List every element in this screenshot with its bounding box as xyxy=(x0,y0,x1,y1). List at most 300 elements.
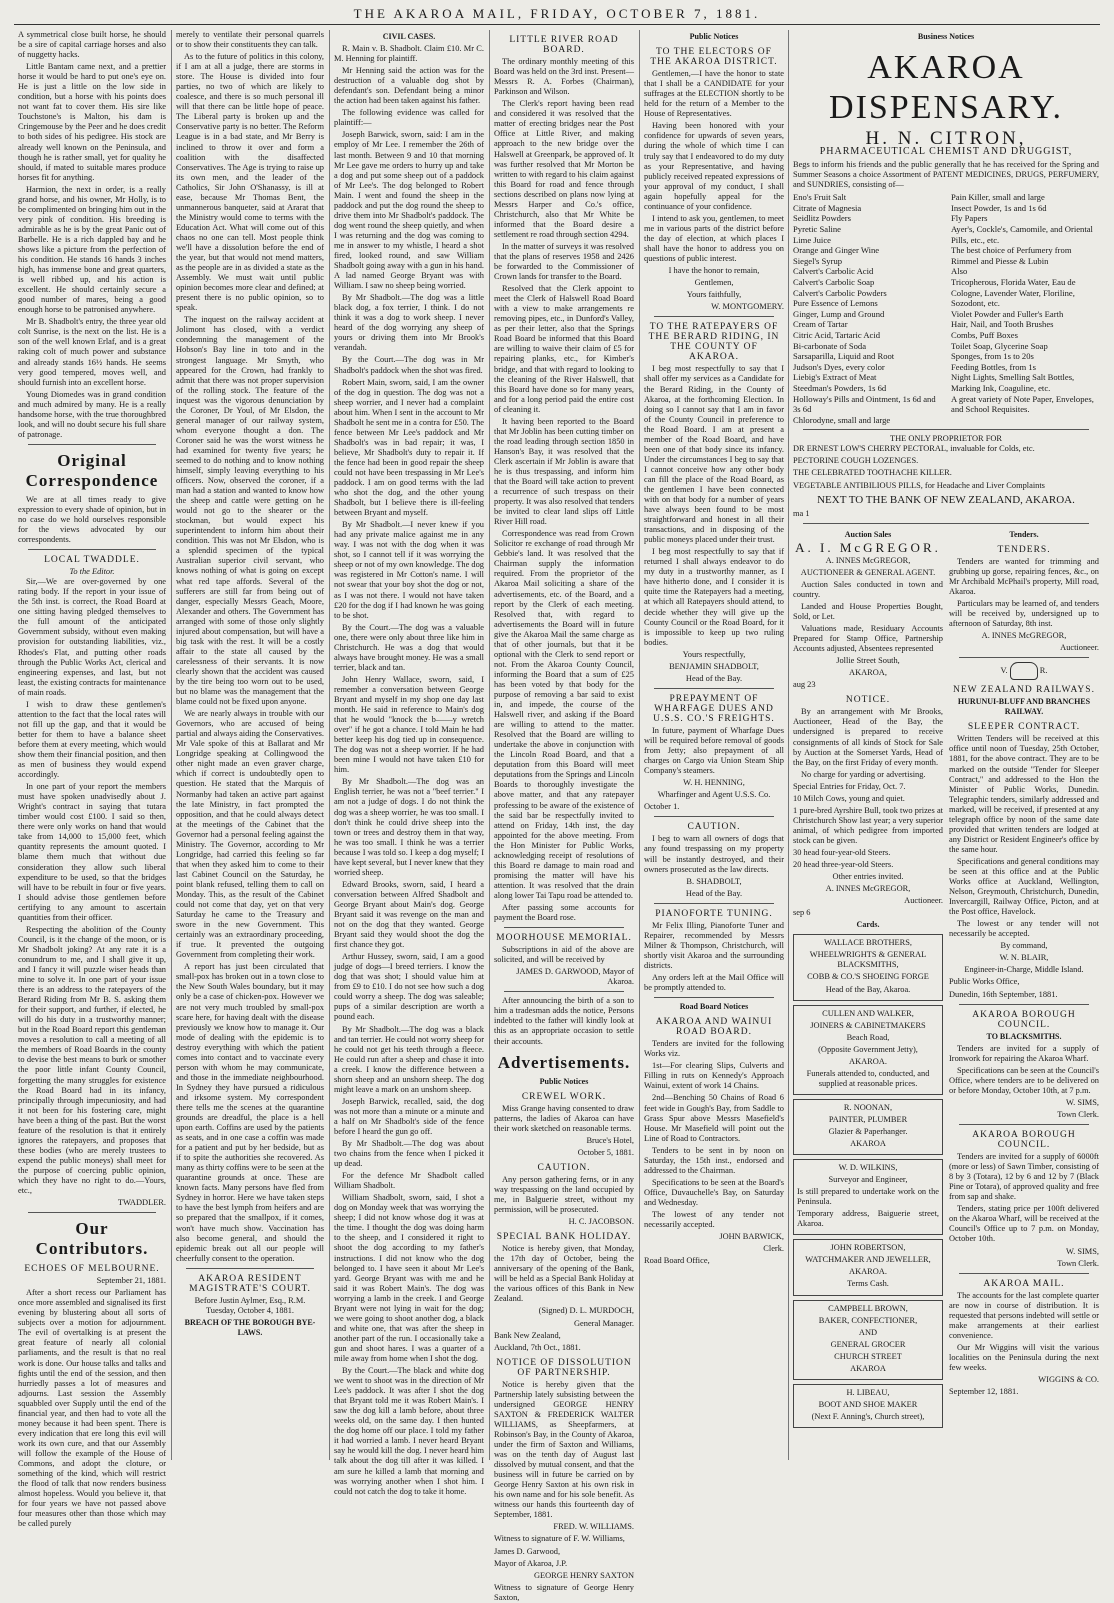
card-text: (Opposite Government Jetty), xyxy=(818,1044,918,1054)
ad-text: In future, payment of Wharfage Dues will be required before removal of goods from Jetty; also prepayment of all charges on Cargo via Union Steam Ship Company's steamers. xyxy=(644,726,784,776)
column-5 xyxy=(644,30,784,1460)
product-item: Toilet Soap, Glycerine Soap xyxy=(951,340,1048,351)
ad-heading: NEXT TO THE BANK OF NEW ZEALAND, AKAROA. xyxy=(817,493,1075,506)
ad-code: sep 6 xyxy=(793,908,811,918)
article-text: It having been reported to the Board that Mr Joblin has been cutting timber on the road leading through section 1850 in Hanson's Bay, it was resolved that the Clerk ascertain if Mr Joblin is aware that he is thus trespassing, and inform him that the Board will take action to prevent a recurrence of such trespass on their property. It was also resolved that tenders be invited to clear land slips off Little River Hill road. xyxy=(494,416,634,527)
divider xyxy=(803,523,1089,524)
ad-text: DR ERNEST LOW'S CHERRY PECTORAL, invaluable for Colds, etc. xyxy=(793,444,1035,454)
ad-text: I beg to warn all owners of dogs that any found trespassing on my property will be instantly destroyed, and their owners prosecuted as the law directs. xyxy=(644,834,784,874)
signature: W. N. BLAIR, xyxy=(999,953,1049,963)
ad-text: 1 pure-bred Ayrshire Bull, took two prizes at Christchurch Show last year; a very superior animal, of which pedigree from imported stock can be given. xyxy=(793,805,943,845)
signature: Mayor of Akaroa, J.P. xyxy=(494,1558,568,1568)
ad-heading: AKAROA BOROUGH COUNCIL. xyxy=(972,1130,1076,1151)
ad-code: ma 1 xyxy=(793,508,810,518)
category-label: Road Board Notices xyxy=(679,1002,749,1012)
card-text: WATCHMAKER AND JEWELLER, xyxy=(805,1255,931,1265)
product-item: Hair, Nail, and Tooth Brushes xyxy=(951,319,1054,330)
card-libeau xyxy=(793,1384,943,1428)
signature: Yours faithfully, xyxy=(686,290,742,300)
category-label: Tenders. xyxy=(1009,529,1039,539)
article-subheading: Tuesday, October 4, 1881. xyxy=(205,1305,294,1315)
article-text: The inquest on the railway accident at Jolimont has closed, with a verdict condemning the management of the Hobson's Bay line in toto and in the strongest language. Mr Smyth, who appeared for the Crown, had frankly to admit that there was not proper supervision of the rolling stock. The feature of the inquest was the vigorous denunciation by the Coroner, Dr Youl, of Mr Elsdon, the general manager of our railway system, whom everyone thought a don. The Coroner said he was the worst witness he had examined for twenty five years; he seemed to do nothing and to know nothing himself, simply leaving everything to his officers. Now, observed the coroner, if a man had a station and wanted to know how the sheep and cattle were getting on he would not go to the shearer or the stockman, but would expect his superintendent to inform him about their condition. This was not Mr Elsdon, who is a splendid specimen of the typical Australian superior civil servant, who knows nothing of what is going on except what red tape affords. Several of the sufferers are still far from being out of danger, especially Messrs Geach, Moore, Alexander and others. The Government has arranged with some of those only slightly injured about compensation, but will have a big task with the rest. It will be a costly affair to the state all caused by the carelessness of their servants. It is now clearly shown that the accident was caused by the tire being too worn out to be used, but no blame was the management that the blame could not be fixed upon anyone. xyxy=(176,315,324,707)
article-text: Resolved that the Clerk appoint to meet the Clerk of Halswell Road Board with a view to make arrangements re removing pipes, etc., in Dunford's Valley, as per their letter, also that the Springs Road Board be informed that this Board are willing to waive their claim of £5 for repairing planks, etc., for Kimber's bridge, and that with regard to looking to the cleaning of the River Halswell, that this Board have done so for many years, and for a long period paid the entire cost of cleaning it. xyxy=(494,284,634,414)
ad-text: Written Tenders will be received at this office until noon of Tuesday, 25th October, 1881, for the above contract. They are to be marked on the outside "Tender for Sleeper Contract," and addressed to the Hon the Minister of Public Works, Dunedin. Telegraphic tenders, similarly addressed and marked, will be received, if presented at any telegraph office by noon of the same date provided that written tenders are lodged at any District or Resident Engineer's office by the same hour. xyxy=(949,734,1099,854)
article-text: Robert Main, sworn, said, I am the owner of the dog in question. The dog was not a sheep worrier, and I never had a complaint about him. When I sent in the account to Mr Shadbolt he sent me in a contra for £50. The fence between Mr Lee's paddock and Mr Shadbolt's was in bad repair; it was, I believe, Mr Shadbolt's duty to repair it. If the fence had been in good repair the sheep could not have been trespassing in Mr Lee's paddock. I am on good terms with the lad who shot the dog, and the other young Shadbolt, but I believe there is ill-feeling between Bryant and myself. xyxy=(334,377,484,518)
signature: Engineer-in-Charge, Middle Island. xyxy=(964,965,1084,975)
ad-text: Notice is hereby given, that Monday, the 17th day of October, being the anniversary of the opening of the Bank, will be held as a Special Bank Holiday at the various offices of this Bank in New Zealand. xyxy=(494,1244,634,1304)
product-item: Holloway's Pills and Ointment, 1s 6d and 3s 6d xyxy=(793,393,936,415)
article-heading: MOORHOUSE MEMORIAL. xyxy=(496,933,632,944)
article-text: A symmetrical close built horse, he should be a sire of capital carriage horses and also of nuggetty hacks. xyxy=(18,30,166,60)
signature: Clerk. xyxy=(763,1244,784,1254)
article-text: Joseph Barwick, sworn, said: I am in the employ of Mr Lee. I remember the 26th of last month. Between 9 and 10 that morning Mr Lee gave me orders to hurry up and take a dog and put some sheep out of a paddock of Mr Lee's. The dog belonged to Robert Main. I went and found the sheep in the paddock and put the dog round the sheep to drive them into Mr Shadbolt's paddock. The dog went round the sheep quietly, and when I was returning and the dog was coming to me in answer to my whistle, I heard a shot fired, looked round, and saw William Shadbolt going away with a gun in his hand. A lad named George Bryant was with William. I saw no sheep being worried. xyxy=(334,130,484,291)
ad-text: Valuations made, Residuary Accounts Prepared for Stamp Office, Partnership Accounts adjusted, Absentees represented xyxy=(793,624,943,654)
ad-text: AKAROA, xyxy=(849,668,887,678)
column-rule xyxy=(788,30,789,1460)
product-item: Ginger, Lump and Ground xyxy=(793,308,885,319)
card-text: Terms Cash. xyxy=(847,1279,889,1289)
product-item: Liebig's Extract of Meat xyxy=(793,372,877,383)
product-item: Ayer's, Cockle's, Camomile, and Oriental Pills, etc., etc. xyxy=(951,224,1093,245)
ad-text: 2nd—Benching 50 Chains of Road 6 feet wide in Gough's Bay, from Saddle to Grass Spur above Messrs Masefield's House. Mr Masefield will point out the Line of Road to Contractors. xyxy=(644,1093,784,1143)
product-item: Siegel's Syrup xyxy=(793,255,843,266)
product-item: Pyretic Saline xyxy=(793,224,841,235)
ad-text: Specifications and general conditions may be seen at this office and at the Public Works office at Auckland, Wellington, Nelson, Greymouth, Christchurch, Dunedin, Invercargill, Railway Office, Picton, and at the Post office, Havelock. xyxy=(949,856,1099,917)
ad-heading: PREPAYMENT OF WHARFAGE DUES AND U.S.S. CO.'S FREIGHTS. xyxy=(653,693,775,724)
product-item: Fly Papers xyxy=(951,213,988,224)
signature: October 5, 1881. xyxy=(577,1147,634,1157)
ad-heading: NOTICE OF DISSOLUTION OF PARTNERSHIP. xyxy=(496,1357,632,1378)
ad-heading: AKAROA AND WAINUI ROAD BOARD. xyxy=(655,1017,773,1038)
article-text: We are nearly always in trouble with our Governors, who are accused of being partial and always aiding the Conservatives. Mr Vale spoke of this at Ballarat and Mr Longridge speaking at Collingwood the other night made an even graver charge, which if correct is undoubtedly open to question. He stated that the Marquis of Normanby had taken an active part against the late Ministry, in fact prompted the opposition, and that he could always detect at the meetings of the Cabinet that the Governor had a personal feeling against the Ministry. The Governor, according to Mr Longridge, had carried this feeling so far that when they asked him to come to their last Cabinet Council on the Saturday, he point blank refused, telling them to call on Monday. This, as the result of the Cabinet could not come that day, yet on that very Saturday he came to the Treasury and swore in the new Government. This certainly was an extraordinary proceeding, if true. It prevented the outgoing Government from completing their work. xyxy=(176,709,324,960)
product-item: Eno's Fruit Salt xyxy=(793,192,847,203)
section-heading: Original Correspondence xyxy=(25,450,159,490)
ad-text: 30 head four-year-old Steers. xyxy=(793,847,891,857)
card-text: Beach Road, xyxy=(846,1032,890,1042)
product-item: Cream of Tartar xyxy=(793,319,848,330)
product-item: Night Lights, Smelling Salt Bottles, Marking Ink, Coaguline, etc. xyxy=(951,372,1075,393)
card-text: AKAROA. xyxy=(849,1267,887,1277)
divider xyxy=(654,816,774,817)
ad-text: Any person gathering ferns, or in any way trespassing on the land occupied by me, in Balguerie street, without my permission, will be prosecuted. xyxy=(494,1174,634,1215)
article-subheading: Before Justin Aylmer, Esq., R.M. xyxy=(194,1295,306,1305)
product-item: Calvert's Carbolic Powders xyxy=(793,287,887,298)
ad-heading: SPECIAL BANK HOLIDAY. xyxy=(496,1232,632,1243)
ad-heading: CREWEL WORK. xyxy=(521,1091,607,1102)
ad-text: The accounts for the last complete quarter are now in course of distribution. It is requested that persons indebted will settle or make arrangements at their earliest convenience. xyxy=(949,1290,1099,1340)
card-text: (Next F. Anning's, Church street), xyxy=(811,1411,925,1421)
card-text: WALLACE BROTHERS, xyxy=(824,938,912,948)
product-item: Citric Acid, Tartaric Acid xyxy=(793,330,881,340)
article-heading: LOCAL TWADDLE. xyxy=(44,555,140,566)
card-text: Head of the Bay, Akaroa. xyxy=(825,984,911,994)
article-text: As to the future of politics in this colony, if I am at all a judge, there are storms in store. The House is divided into four parties, no two of which are likely to coalesce, and there is so much personal ill will that there can be little hope of peace. The Liberal party is broken up and the Conservative party is no better. The Reform League is in a bad state, and Mr Berry is inclined to throw it over and form a coalition with the disaffected Conservatives. The Age is trying to raise up its own men, and the leader of the Catholics, Sir John O'Shanassy, is ill at ease, because Mr Thomas Bent, the unmannerous banqueter, said at Ararat that the Ministry would come to terms with the Education Act. What will come out of this chaos no one can tell. Most people think we'll have a dissolution before the end of the year, but that would not mend matters, as the people are in as divided a state as the Assembly. We must wait until public opinion becomes more clear and defined; at present there is no public opinion, so to speak. xyxy=(176,52,324,313)
article-text: By Mr Shadbolt.—The dog was an English terrier, he was not a "beef terrier." I am not a judge of dogs. I do not think the dog was a sheep worrier, he was too small. I don't think he could drive sheep into the town or trees and destroy them in that way, he was too small. I think he was a terrier because I was told so. I keep a dog myself; I have kept several, but I never knew that they worried sheep. xyxy=(334,777,484,877)
product-item: Judson's Dyes, every color xyxy=(793,361,885,372)
article-text: The Clerk's report having been read and considered it was resolved that the matter of erecting bridges near the Post Office at Little River, and making approach to the new bridge over the Halswell at Greenpark, be approved of. It was further resolved that Mr Morton be written to with regard to his claim against this Board for road and fence through sections described on plans now lying at Messrs Harper and Co.'s office, Christchurch, also that Mr White be informed that the Board desire a settlement re road through section 4294. xyxy=(494,99,634,239)
signature: Witness to signature of F. W. Williams, xyxy=(494,1534,625,1544)
masthead: THE AKAROA MAIL, FRIDAY, OCTOBER 7, 1881. xyxy=(353,6,761,21)
signature: Head of the Bay. xyxy=(685,888,743,898)
signature: GEORGE HENRY SAXTON xyxy=(533,1570,634,1580)
card-text: AND xyxy=(858,1327,878,1337)
ad-text: I beg most respectfully to say that if returned I shall always endeavor to do my duty in a trustworthy manner, as I have hitherto done, and I consider it is quite time the Ratepayers had a meeting, at which all Ratepayers should attend, to decide whether they will give up the County Council or the Road Board, for it is impossible to keep up two ruling bodies. xyxy=(644,547,784,647)
ad-text: Specifications to be seen at the Board's Office, Duvauchelle's Bay, on Saturday and Wednesday. xyxy=(644,1177,784,1207)
ad-text: Having been honored with your confidence for upwards of seven years, during the whole of which time I can truly say that I endeavored to do my duty as your Representative, and having publicly received repeated expressions of your approval of my conduct, I shall again hopefully appeal for the continuance of your confidence. xyxy=(644,121,784,211)
card-campbell xyxy=(793,1300,943,1380)
signature: TWADDLER. xyxy=(117,1198,166,1208)
article-text: merely to ventilate their personal quarrels or to show their constituents they can talk. xyxy=(176,30,324,50)
column-rule xyxy=(329,30,330,1460)
column-rule xyxy=(171,30,172,1460)
article-text: In the matter of surveys it was resolved that the plans of reserves 1958 and 2426 be forwarded to the Commissioner of Crown lands for transfer to the Board. xyxy=(494,241,634,282)
divider xyxy=(654,688,774,689)
card-text: R. NOONAN, xyxy=(843,1102,893,1112)
article-text: By the Court.—The black and white dog we went to shoot was in the direction of Mr Lee's paddock. It was after I shot the dog that Bryant told me it was Robert Main's. I saw the dog kill a lamb before, about three weeks old, on the same day. I then hunted the dog home off our place. I told my father it had worried a lamb. I never heard Bryant say he would kill the dog. I never heard him talk about the dog till after it was killed. I am sure he killed a lamb that morning and was worrying another when I shot him. I could not catch the dog to take it home. xyxy=(334,1366,484,1496)
ad-text: 1st—For clearing Slips, Culverts and Filling in ruts on Kennedy's Approach Wainui, extent of work 14 Chains. xyxy=(644,1061,784,1091)
product-item: Orange and Ginger Wine xyxy=(793,245,880,256)
article-text: Mr Henning said the action was for the destruction of a valuable dog shot by defendant's son. Defendant being a minor the action had been taken against his father. xyxy=(334,66,484,106)
article-text: Mr B. Shadbolt's entry, the three year old colt Sunrise, is the next on the list. He is a son of the well known Erlaf, and is a great raking colt of much power and substance and already stands 16½ hands. He seems very good tempered, moves well, and should furnish into an excellent horse. xyxy=(18,317,166,387)
signature: Bank New Zealand, xyxy=(494,1330,561,1340)
royal-crest xyxy=(949,662,1099,680)
ad-text: Special Entries for Friday, Oct. 7. xyxy=(793,781,906,791)
signature: W. SIMS, xyxy=(1066,1097,1099,1107)
article-heading: CIVIL CASES. xyxy=(382,32,436,41)
ad-text: Notice is hereby given that the Partnership lately subsisting between the undersigned GEORGE HENRY SAXTON & FREDERICK WALTER WILLIAMS, as Sheepfarmers, at Robinson's Bay, in the County of Akaroa, under the firm of Saxton and Williams, was on the tenth day of August last dissolved by mutual consent, and that the business will in future be carried on by George Henry Saxton at his own risk in his own name and for his sole benefit. As witness our hands this fourteenth day of September, 1881. xyxy=(494,1379,634,1520)
product-item: Seidlitz Powders xyxy=(793,213,852,224)
product-list-left xyxy=(793,192,941,425)
product-item: Insect Powder, 1s and 1s 6d xyxy=(951,202,1047,213)
article-text: Subscriptions in aid of the above are solicited, and will be received by xyxy=(494,945,634,965)
ad-text: The lowest or any tender will not necessarily be accepted. xyxy=(949,919,1099,939)
signature: JOHN BARWICK, xyxy=(719,1232,784,1242)
ad-heading: HURUNUI-BLUFF AND BRANCHES RAILWAY. xyxy=(957,697,1091,717)
signature: Witness to signature of George Henry Saxton, xyxy=(494,1582,634,1602)
left-ads xyxy=(793,528,943,1432)
right-ads xyxy=(949,528,1099,1432)
divider xyxy=(959,657,1089,658)
card-text: Glazier & Paperhanger. xyxy=(828,1126,908,1136)
ad-text: Tenders are invited for a supply of 6000ft (more or less) of Sawn Timber, consisting of 8 by 3 (Totara), 12 by 6 and 12 by 7 (Black Pine or Totara), of approved quality and free from sap and shake. xyxy=(949,1152,1099,1202)
card-text: PAINTER, PLUMBER xyxy=(828,1114,908,1124)
divider xyxy=(504,991,624,992)
card-text: Temporary address, Baiguerie street, Akaroa. xyxy=(797,1209,939,1229)
signature: Wharfinger and Agent U.S.S. Co. xyxy=(657,790,771,800)
card-text: JOHN ROBERTSON, xyxy=(830,1243,906,1253)
product-list xyxy=(793,192,1099,425)
ad-heading: A. I. McGREGOR. xyxy=(795,539,941,555)
category-label: Cards. xyxy=(856,920,880,930)
ad-text: PECTORINE COUGH LOZENGES. xyxy=(793,456,919,466)
ad-text: AUCTIONEER & GENERAL AGENT. xyxy=(800,567,936,577)
card-text: Surveyor and Engineer, xyxy=(828,1175,908,1185)
ad-text: Auction Sales conducted in town and country. xyxy=(793,579,943,599)
divider xyxy=(654,903,774,904)
product-item: Sponges, from 1s to 20s xyxy=(951,351,1034,362)
divider xyxy=(654,316,774,317)
product-item: Combs, Puff Boxes xyxy=(951,330,1018,340)
section-heading: Our Contributors. xyxy=(35,1219,149,1259)
ad-text: Gentlemen,—I have the honor to state that I shall be a CANDIDATE for your suffrages at the ELECTION shortly to be held for the return of a Member to the House of Representatives. xyxy=(644,69,784,119)
card-wallace xyxy=(793,934,943,1000)
category-label: Public Notices xyxy=(539,1076,589,1086)
category-label: Business Notices xyxy=(917,32,975,41)
signature: By command, xyxy=(1000,941,1048,951)
dispensary-owner: H. N. CITRON, xyxy=(865,128,1027,150)
article-heading: LITTLE RIVER ROAD BOARD. xyxy=(509,35,619,56)
article-text: The ordinary monthly meeting of this Board was held on the 3rd inst. Present—Messrs R. A. Forbes (Chairman), Parkinson and Wilson. xyxy=(494,57,634,97)
signature: W. H. HENNING, xyxy=(683,778,745,788)
ad-heading: TO THE ELECTORS OF THE AKAROA DISTRICT. xyxy=(650,47,778,68)
article-heading: ECHOES OF MELBOURNE. xyxy=(24,1264,160,1275)
article-text: Joseph Barwick, recalled, said, the dog was not more than a minute or a minute and a half on Mr Shadbolt's side of the fence before I heard the gun go off. xyxy=(334,1096,484,1136)
ad-text: I intend to ask you, gentlemen, to meet me in various parts of the district before the day of election, at which places I shall have the honor to address you on questions of public interest. xyxy=(644,213,784,263)
article-text: After a short recess our Parliament has once more assembled and signalised its first evening by blustering about all sorts of subjects over a motion for adjournment. The evil of overtalking is at present the great feature of nearly all colonial parliaments, and the result is that no real work is done. Our house talks and talks and fights until the end of the session, and then hurriedly passes a lot of measures and adjourns. Last session the Assembly squabbled over Supply until the end of the financial year, and then had to vote all the money because it had been spent. There is every indication that ere long this evil will work its own cure, and that our Assembly will follow the example of the House of Commons, and adopt the cloture, or something of the kind, which will restrict the flood of talk that now renders business almost hopeless. Would you believe it, that for four years we have not passed above four measures other than those which may be called purely xyxy=(18,1288,166,1529)
signature: Road Board Office, xyxy=(644,1256,710,1266)
card-text: JOINERS & CABINETMAKERS xyxy=(810,1020,926,1030)
signature: A. INNES McGREGOR, xyxy=(825,884,911,894)
ad-heading: THE ONLY PROPRIETOR FOR xyxy=(889,434,1002,444)
card-text: Funerals attended to, conducted, and supplied at reasonable prices. xyxy=(806,1068,930,1088)
article-text: By Mr Shadbolt.—The dog was a little black dog, a fox terrier, I think. I do not think it was a dog to work sheep. I never heard of the dog worrying any sheep of yours or driving them into Mr Brook's verandah. xyxy=(334,293,484,353)
product-item: Chlorodyne, small and large xyxy=(793,414,891,425)
article-text: John Henry Wallace, sworn, said, I remember a conversation between George Bryant and myself in my shop one day last month. He said in reference to Main's dog that he would "knock the b——y wretch over" if he got a chance. I told Main he had better keep his dog tied up in consequence. The dog was not a sheep worrier. If he had been mine I would not have taken £10 for him. xyxy=(334,674,484,775)
ad-heading: TO BLACKSMITHS. xyxy=(986,1031,1062,1041)
ad-text: Begs to inform his friends and the public generally that he has received for the Spring and Summer Seasons a choice Assortment of PATENT MEDICINES, DRUGS, PERFUMERY, and SUNDRIES, consisting of— xyxy=(793,160,1099,190)
divider xyxy=(959,1273,1089,1274)
article-subheading: BREACH OF THE BOROUGH BYE-LAWS. xyxy=(184,1317,316,1337)
signature: JAMES D. GARWOOD, Mayor of Akaroa. xyxy=(516,967,634,987)
article-text: After announcing the birth of a son to him a tradesman adds the notice, Persons indebted to the father will kindly look at this as an appropriate occasion to settle their accounts. xyxy=(494,996,634,1046)
ad-text: Tenders, stating price per 100ft delivered on the Akaroa Wharf, will be received at the Council's Office up to 7 p.m. on Monday, October 10th. xyxy=(949,1204,1099,1244)
signature: I have the honor to remain, xyxy=(668,266,760,276)
column-rule xyxy=(639,30,640,1460)
card-text: GENERAL GROCER xyxy=(830,1339,906,1349)
column-3 xyxy=(334,30,484,1496)
card-text: CULLEN AND WALKER, xyxy=(822,1008,914,1018)
signature: Town Clerk. xyxy=(1057,1109,1099,1119)
column-1 xyxy=(18,30,166,1529)
ad-text: Tenders are invited for a supply of Ironwork for repairing the Akaroa Wharf. xyxy=(949,1043,1099,1063)
ad-text: Tenders to be sent in by noon on Saturday, the 15th inst., endorsed and addressed to the Chairman. xyxy=(644,1145,784,1175)
article-text: Respecting the abolition of the County Council, is it the change of the moon, or is Mr Shadbolt joking? At any rate it is a conundrum to me, and I shall give it up, and I fancy it will puzzle wiser heads than mine to solve it. In one part of your issue there is an address to the ratepayers of the Berard Riding from Mr B. S. asking them for their support, and further, if elected, he will do his duty in a trustworthy manner; but in the Road Board report this gentleman moves a resolution to call a meeting of all the members of Road Boards in the county to devise the best means to burk or smother the poor little infant County Council, forgetting the many struggles for existence the Road Board had in its infancy, principally through impecuniosity, and had it not been for his fostering care, might have been a thing of the past. But the worst feature of the resolution is that it entirely ignores the ratepayers, and proposes that these bodies (who are merely trustees to expend the public moneys) shall meet for the purpose of coercing public opinion, which they have no right to do.—Yours, etc., xyxy=(18,924,166,1196)
ad-heading: AKAROA BOROUGH COUNCIL. xyxy=(972,1009,1076,1030)
crest-letter: R. xyxy=(1039,666,1048,676)
product-item: Pain Killer, small and large xyxy=(951,192,1045,203)
article-text: By Mr Shadbolt.—I never knew if you had any private malice against me in any way. I was not with the dog when it was shot, so I cannot tell if it was worrying the sheep or not of my own knowledge. The dog was registered in Mr Cotton's name. I will not swear that your boy shot the dog or not, as I was not there. I would not have taken £20 for the dog if I had known he was going to be shot. xyxy=(334,520,484,620)
divider xyxy=(803,429,1089,430)
ad-text: The lowest of any tender not necessarily accepted. xyxy=(644,1209,784,1230)
ad-text: No charge for yarding or advertising. xyxy=(801,769,926,779)
article-text: By Mr Shadbolt.—The dog was a black and tan terrier. He could not worry sheep for he could not get his teeth through a fleece. He could run after a sheep and chase it into a creek. I know the difference between a shorn sheep and an unshorn sheep. The dog might leave a mark on an unshorn sheep. xyxy=(334,1024,484,1094)
signature: Yours respectfully, xyxy=(682,649,746,659)
signature: FRED. W. WILLIAMS. xyxy=(553,1522,634,1532)
signature: Dunedin, 16th September, 1881. xyxy=(949,989,1058,999)
crest-icon xyxy=(1010,662,1038,680)
ad-heading: CAUTION. xyxy=(537,1162,591,1173)
article-text: We are at all times ready to give expression to every shade of opinion, but in no case do we hold ourselves responsible for the views advocated by our correspondents. xyxy=(18,494,166,545)
card-text: AKAROA xyxy=(850,1139,886,1149)
ad-text: Miss Grange having consented to draw patterns, the ladies of Akaroa can have their work sketched on reasonable terms. xyxy=(494,1103,634,1133)
card-text: COBB & CO.'S SHOEING FORGE xyxy=(807,972,929,982)
divider xyxy=(186,1268,314,1269)
ad-heading: PIANOFORTE TUNING. xyxy=(655,908,773,919)
divider xyxy=(28,549,156,550)
signature: Bruce's Hotel, xyxy=(586,1135,634,1145)
product-item: Also xyxy=(951,266,968,277)
ad-heading: TO THE RATEPAYERS OF THE BERARD RIDING, IN THE COUNTY OF AKAROA. xyxy=(648,322,780,363)
ad-heading: TENDERS. xyxy=(997,544,1051,555)
card-text: W. D. WILKINS, xyxy=(838,1163,898,1173)
signature: Auckland, 7th Oct., 1881. xyxy=(494,1342,581,1352)
ad-text: Particulars may be learned of, and tenders will be received by, undersigned up to afternoon of Saturday, 8th inst. xyxy=(949,598,1099,629)
article-text: William Shadbolt, sworn, said, I shot a dog on Monday week that was worrying the sheep; I did not know whose dog it was at the time. I thought the dog was doing harm to the sheep, and I considered it right to shoot the dog according to my father's instructions. I did not know who the dog belonged to. I have seen it about Mr Lee's yard. George Bryant was with me and he said it was Robert Main's. The dog was worrying a lamb in the creek. I and George Bryant were not lying in wait for the dog; we were going to shoot another dog, a black and white one, that was after the sheep in another part of the run. I occasionally take a gun and shoot hares. I was a quarter of a mile away from home when I shot the dog. xyxy=(334,1193,484,1363)
product-item: Feeding Bottles, from 1s xyxy=(951,361,1036,372)
signature: October 1. xyxy=(644,802,680,812)
card-wilkins xyxy=(793,1159,943,1235)
card-text: BOOT AND SHOE MAKER xyxy=(818,1399,918,1409)
signature: W. SIMS, xyxy=(1066,1246,1099,1256)
signature: James D. Garwood, xyxy=(494,1546,561,1556)
article-text: Correspondence was read from Crown Solicitor re exchange of road through Mr Gebbie's land. It was resolved that the Chairman supply the information required. From the proprietor of the Akaroa Mail soliciting a share of the advertisements, etc. of the Board, and a report by the Clerk of each meeting. Resolved that, with regard to advertisements the Board will in future give the Akaroa Mail the same charge as that of other journals, but that it be optional with the Clerk to send report or not. From the Akaroa County Council, informing the Board that a sum of £25 has been voted by that body for the purpose of removing a bar said to exist in, and impede, the course of the Halswell river, and asking if the Board are willing to attend to the matter. Resolved that the Board are willing to undertake the above in conjunction with the Lincoln Road Board, and that a deputation from this Board will meet deputations from the Springs and Lincoln Boards to thoroughly investigate the above matter, and that any ratepayer professing to be aware of the existence of the said bar be respectfully invited to attend on Friday, 14th inst, the day appointed for the above meeting. From the Hon Minister for Public Works, acknowledging receipt of resolutions of this Board re damage to main road and promising the matter will have his attention. It was resolved that the drain along lower Tai Tapu road be attended to. xyxy=(494,529,634,900)
article-text: The following evidence was called for plaintiff:— xyxy=(334,108,484,128)
ad-heading: NOTICE. xyxy=(845,695,891,706)
ad-text: 10 Milch Cows, young and quiet. xyxy=(793,793,905,803)
column-2 xyxy=(176,30,324,1460)
signature: BENJAMIN SHADBOLT, xyxy=(669,661,759,671)
product-item: Calvert's Carbolic Soap xyxy=(793,277,875,288)
card-text: CHURCH STREET xyxy=(834,1351,902,1361)
ad-text: Tenders are invited for the following Works viz. xyxy=(644,1039,784,1059)
card-robertson xyxy=(793,1239,943,1295)
dispensary-subtitle: PHARMACEUTICAL CHEMIST AND DRUGGIST, xyxy=(819,146,1073,158)
divider xyxy=(654,997,774,998)
product-item: Sarsaparilla, Liquid and Root xyxy=(793,351,895,362)
divider xyxy=(959,1124,1089,1125)
ad-text: Any orders left at the Mail Office will be promptly attended to. xyxy=(644,972,784,993)
product-item: Calvert's Carbolic Acid xyxy=(793,266,874,277)
ad-text: By an arrangement with Mr Brooks, Auctioneer, Head of the Bay, the undersigned is prepared to receive consignments of all kinds of Stock for Sale by Auction at the Somerset Yards, Head of the Bay, on the first Friday of every month. xyxy=(793,707,943,767)
signature: Head of the Bay. xyxy=(685,673,743,683)
ad-heading: AKAROA MAIL. xyxy=(983,1278,1065,1289)
ad-text: A. INNES McGREGOR, xyxy=(825,555,911,565)
ad-text: Specifications can be seen at the Council's Office, where tenders are to be delivered on or before Monday, October 10th, at 7 p.m. xyxy=(949,1065,1099,1095)
article-heading: AKAROA RESIDENT MAGISTRATE'S COURT. xyxy=(189,1273,311,1294)
column-4 xyxy=(494,30,634,1602)
signature: H. C. JACOBSON. xyxy=(568,1217,634,1227)
card-text: BAKER, CONFECTIONER, xyxy=(818,1315,918,1325)
divider xyxy=(28,1212,156,1213)
ad-heading: NEW ZEALAND RAILWAYS. xyxy=(953,685,1095,696)
ad-text: I beg most respectfully to say that I shall offer my services as a Candidate for the Berard Riding, in the County of Akaroa, at the forthcoming Election. In doing so I cannot say that I am in favor of the County Council in preference to the Road Board. I am at present a member of the Road Board, and have been one of that body since its infancy. Under the circumstances I beg to say that I cannot conceive how any other body can fill the place of the Road Board, as the gentlemen I have been connected with on that body for a number of years have always been found to be most straightforward and honest in all their transactions, and in disposing of the public moneys placed under their trust. xyxy=(644,364,784,545)
signature: General Manager. xyxy=(574,1318,634,1328)
article-text: Edward Brooks, sworn, said, I heard a conversation between Alfred Shadbolt and George Bryant about Main's dog. George Bryant said it was revenge on the man and not on the dog that they wanted. George Bryant said they would shoot the dog the first chance they got. xyxy=(334,879,484,950)
card-text: AKAROA. xyxy=(849,1056,887,1066)
product-list-right xyxy=(951,192,1099,425)
masthead-rule xyxy=(14,24,1100,25)
article-text: For the defence Mr Shadbolt called William Shadbolt. xyxy=(334,1171,484,1191)
article-text: Harmion, the next in order, is a really grand horse, and his owner, Mr Holly, is to be complimented on bringing him out in the very pink of condition. His breeding is admirable as he is by the great Panic out of Barbelle. He is a rich dappled bay and he shows like a picture from the perfection of his condition. He stands 16 hands 3 inches high, has immense bone and great quarters, is well ribbed up, and his action is excellent. He should certainly secure a good number of mares, being a good enough horse to be patronised anywhere. xyxy=(18,184,166,315)
card-text: CAMPBELL BROWN, xyxy=(828,1303,908,1313)
ad-heading: CAUTION. xyxy=(687,822,741,833)
article-text: I wish to draw these gentlemen's attention to the fact that the local rates will not fill up the gap, and that it would be better for them to have a balance sheet before them at every meeting, which would show them their financial position, and then as men of business they would expend accordingly. xyxy=(18,699,166,780)
product-item: Steedman's Powders, 1s 6d xyxy=(793,382,887,393)
card-text: AKAROA xyxy=(850,1363,886,1373)
signature: W. MONTGOMERY. xyxy=(711,302,784,312)
card-cullen xyxy=(793,1005,943,1095)
signature: September 12, 1881. xyxy=(949,1387,1019,1397)
article-text: A report has just been circulated that small-pox has broken out in a town close to the New South Wales boundary, but it may only be a case of chicken-pox. However we are not very much troubled by small-pox scare here, for having dealt with the disease previously we know how to manage it. Our mode of dealing with the epidemic is to destroy everything with which the patient comes into contact and to vaccinate every person with whom he may communicate, and those in the immediate neighbourhood. In Sydney they have pursued a ridiculous and irksome system. My correspondent there tells me the scenes at the quarantine grounds are dreadful, the place is a hell upon earth. Coffins are used by the patients as seats, and in one case a coffin was made for a patient and put by her bedside, but as if to spite the authorities she recovered. As many as thirty coffins were to be seen at the quarantine grounds at once. These are known facts. Many persons have fled from Sydney in horror. Here we have taken steps to have the best lymph from heifers and are so prepared that the smallpox, if it comes, won't have much show. Vaccination has also become general, and should the epidemic break out all our people will cheerfully consent to the operation. xyxy=(176,962,324,1263)
signature: (Signed) D. L. MURDOCH, xyxy=(538,1306,634,1316)
category-label: Public Notices xyxy=(689,32,739,41)
ad-heading: SLEEPER CONTRACT. xyxy=(967,722,1081,733)
signature: Town Clerk. xyxy=(1057,1258,1099,1268)
dateline: September 21, 1881. xyxy=(96,1276,166,1286)
product-item: Violet Powder and Fuller's Earth xyxy=(951,308,1064,319)
signature: Public Works Office, xyxy=(949,977,1020,987)
product-item: Tricopherous, Florida Water, Eau de Cologne, Lavender Water, Floriline, Sozodont, etc. xyxy=(951,277,1076,309)
article-text: After passing some accounts for payment the Board rose. xyxy=(494,902,634,923)
signature: Auctioneer. xyxy=(1060,643,1099,653)
card-text: WHEELWRIGHTS & GENERAL BLACKSMITHS, xyxy=(809,950,927,970)
article-subheading: To the Editor. xyxy=(69,567,115,577)
divider xyxy=(28,444,156,445)
product-item: Lime Juice xyxy=(793,234,831,245)
dispensary-title: AKAROA DISPENSARY. xyxy=(829,49,1063,127)
article-text: Young Diomedes was in grand condition and much admired by many. He is a really handsome horse, with the true thoroughbred look, and will no doubt secure his full share of patronage. xyxy=(18,389,166,439)
card-text: Is still prepared to undertake work on the Peninsula. xyxy=(797,1187,939,1207)
divider xyxy=(504,927,624,928)
article-text: Sir,—We are over-governed by one rating body. If the report in your issue of the 5th inst. is correct, the Road Board at one sitting having pledged themselves to the full amount of the anticipated Government subsidy, without even making provision for outstanding liabilities, viz., Rhodes's Flat, and putting other roads through the Public Works Act, clerical and engineering expenses, and last, but not least, the existing contracts for maintenance of main roads. xyxy=(18,577,166,697)
column-rule xyxy=(489,30,490,1460)
signature: A. INNES McGREGOR, xyxy=(981,631,1067,641)
ad-text: THE CELEBRATED TOOTHACHE KILLER. xyxy=(793,468,952,478)
article-text: Little Bantam came next, and a prettier horse it would be hard to put one's eye on. He is just a little on the low side in condition, but a horse with his points does not want fat to cover them. His sire like Touchstone's is Malton, his dam is Cringemouse by the Peer and he does credit to both sides of his pedigree. His stock are already well known on the Peninsula, and though he is rather small, yet for quality he should, if mated to suitable mares produce horses fit for anything. xyxy=(18,62,166,182)
product-item: A great variety of Note Paper, Envelopes, and School Requisites. xyxy=(951,393,1094,415)
product-item: Pure Essence of Lemons xyxy=(793,298,878,309)
ad-text: Other entries invited. xyxy=(832,872,904,882)
article-text: In one part of your report the members must have spoken unadvisedly about J. Wright's contract in saying that tutara timber would cost £100. I said so then, there were only works on hand that would take from 14,000 to 15,000 feet, which quantity represents the amount quoted. I blame them much that without due consideration they allow such liberal expenditure to be used, so that the bridges will have to be rebuilt in four or five years. I should advise those gentlemen before certifying to any amount to ascertain quantities from their officer. xyxy=(18,782,166,922)
ad-text: Tenders are wanted for trimming and grubbing up gorse, repairing fences, &c., on Mr Archibald McPhail's property, Mill road, Akaroa. xyxy=(949,556,1099,596)
signature: Auctioneer. xyxy=(904,896,943,906)
ad-code: aug 23 xyxy=(793,680,816,690)
divider xyxy=(959,1004,1089,1005)
article-text: By Mr Shadbolt.—The dog was about two chains from the fence when I picked it up dead. xyxy=(334,1139,484,1169)
crest-letter: V. xyxy=(1000,666,1008,676)
article-text: By the Court.—The dog was a valuable one, there were only about three like him in Christchurch. He was a dog that would always have brought money. He was a small terrier, black and tan. xyxy=(334,622,484,672)
product-item: Bi-carbonate of Soda xyxy=(793,340,867,351)
card-text: H. LIBEAU, xyxy=(846,1387,890,1397)
ad-text: Our Mr Wiggins will visit the various localities on the Peninsula during the next few weeks. xyxy=(949,1342,1099,1372)
product-item: Citrate of Magnesia xyxy=(793,202,862,213)
article-text: R. Main v. B. Shadbolt. Claim £10. Mr C. M. Henning for plaintiff. xyxy=(334,44,484,64)
product-item: The best choice of Perfumery from Rimmel and Piesse & Lubin xyxy=(951,245,1072,266)
signature: WIGGINS & CO. xyxy=(1038,1375,1099,1385)
section-heading: Advertisements. xyxy=(497,1052,631,1072)
category-label: Auction Sales xyxy=(844,529,892,539)
ad-text: Mr Felix Illing, Pianoforte Tuner and Repairer, recommended by Messrs Milner & Thompson, Christchurch, will shortly visit Akaroa and the surrounding districts. xyxy=(644,920,784,970)
column-6 xyxy=(793,30,1099,1460)
two-column-ads xyxy=(793,528,1099,1432)
article-text: By the Court.—The dog was in Mr Shadbolt's paddock when the shot was fired. xyxy=(334,355,484,375)
signature: Gentlemen, xyxy=(694,278,734,288)
ad-text: Jollie Street South, xyxy=(836,656,900,666)
ad-text: 20 head three-year-old Steers. xyxy=(793,860,894,870)
ad-text: Landed and House Properties Bought, Sold, or Let. xyxy=(793,601,943,621)
ad-text: VEGETABLE ANTIBILIOUS PILLS, for Headache and Liver Complaints xyxy=(793,480,1045,490)
card-noonan xyxy=(793,1099,943,1155)
